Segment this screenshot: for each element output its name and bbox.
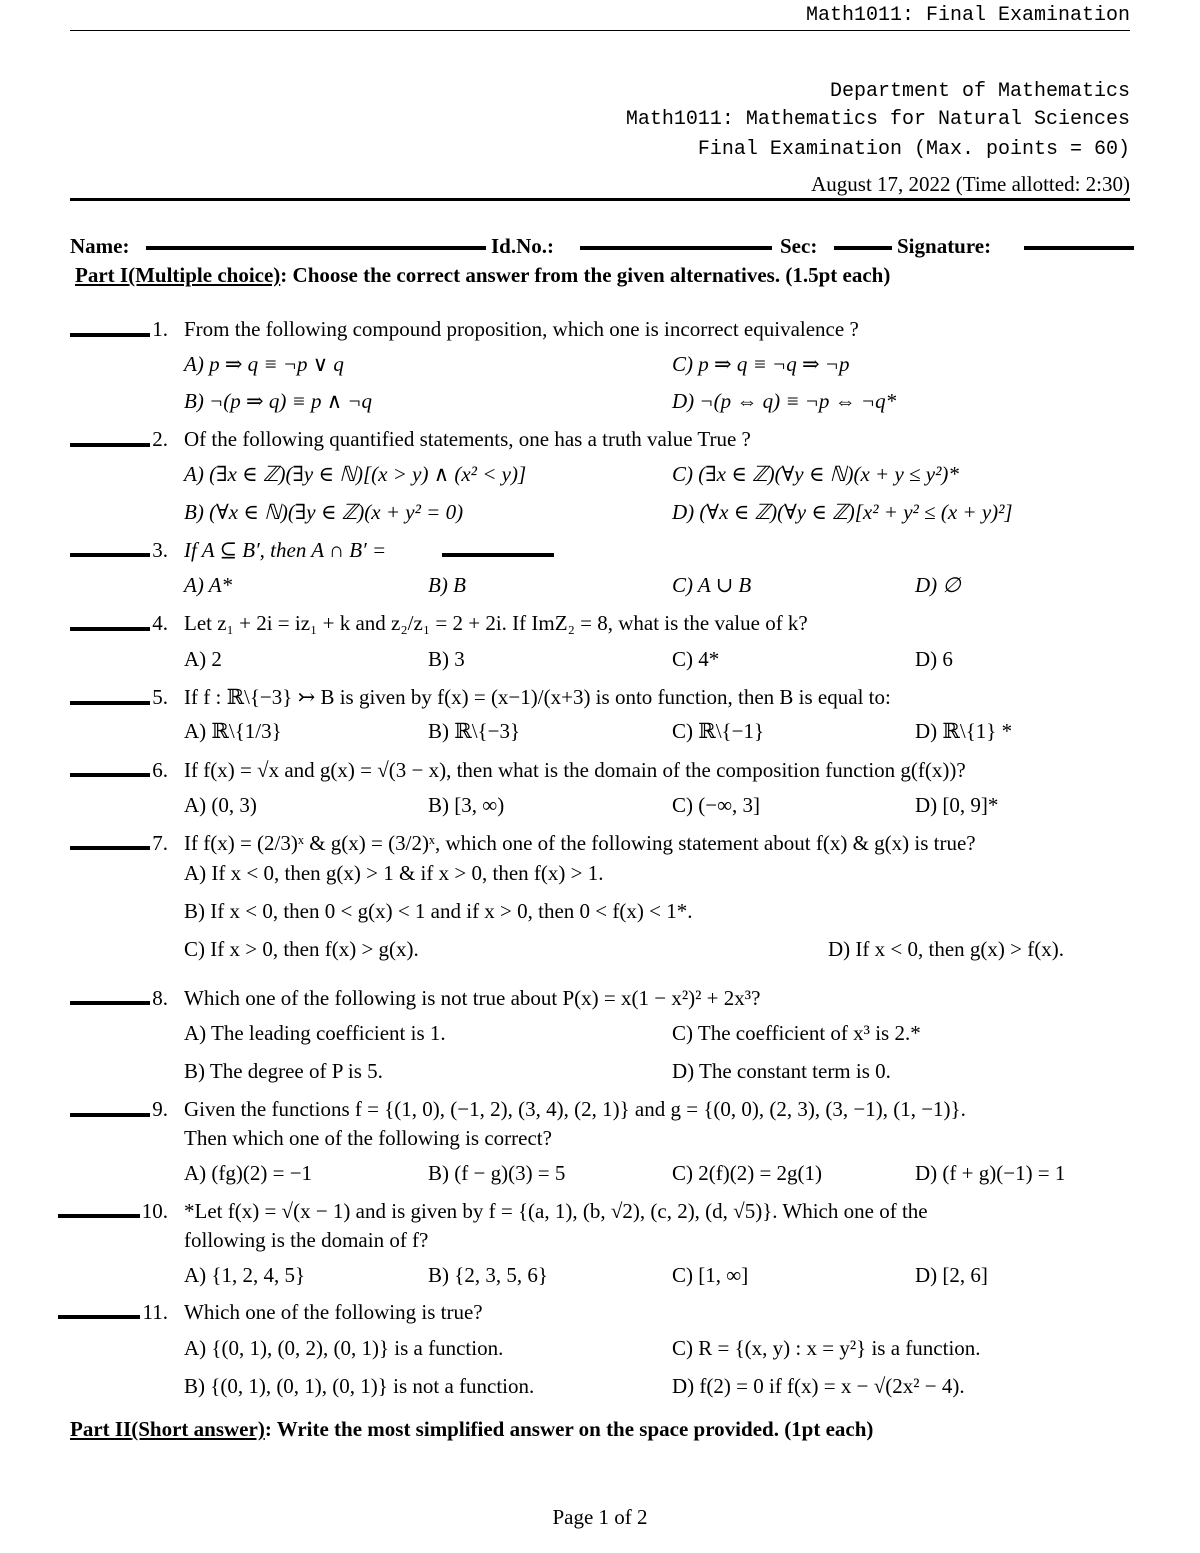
question-text-3: If A ⊆ B′, then A ∩ B′ =	[184, 538, 387, 562]
q1-option-a[interactable]: A) p ⇒ q ≡ ¬p ∨ q	[184, 352, 344, 376]
q1-option-d[interactable]: D) ¬(p ⇔ q) ≡ ¬p ⇔ ¬q*	[672, 389, 897, 413]
question-number-7: 7.	[152, 831, 168, 855]
q3-option-a[interactable]: A) A*	[184, 573, 233, 597]
question-number-1: 1.	[152, 317, 168, 341]
part2-instruction: : Write the most simplified answer on the space provided. (1pt each)	[264, 1417, 874, 1441]
q6-option-c[interactable]: C) (−∞, 3]	[672, 793, 761, 817]
running-title: Math1011: Final Examination	[805, 4, 1130, 27]
q10-option-d[interactable]: D) [2, 6]	[915, 1263, 988, 1287]
question-number-11: 11.	[142, 1300, 168, 1324]
question-number-10: 10.	[141, 1199, 168, 1223]
question-number-4: 4.	[152, 611, 168, 635]
q6-option-a[interactable]: A) (0, 3)	[184, 793, 257, 817]
q2-option-a[interactable]: A) (∃x ∈ ℤ)(∃y ∈ ℕ)[(x > y) ∧ (x² < y)]	[184, 462, 527, 486]
exam-date: August 17, 2022 (Time allotted: 2:30)	[811, 172, 1130, 196]
question-text-4: Let z₁ + 2i = iz₁ + k and z₂/z₁ = 2 + 2i. If ImZ₂ = 8, what is the value of k?	[184, 611, 808, 635]
question-number-9: 9.	[152, 1097, 168, 1121]
q9-option-d[interactable]: D) (f + g)(−1) = 1	[915, 1161, 1066, 1185]
q11-option-b[interactable]: B) {(0, 1), (0, 1), (0, 1)} is not a function.	[184, 1374, 535, 1398]
title-rule	[70, 198, 1130, 201]
sec-label: Sec:	[780, 234, 818, 258]
question-text-8: Which one of the following is not true about P(x) = x(1 − x²)² + 2x³?	[184, 986, 761, 1010]
part2-title-rest: (Short answer)	[131, 1417, 265, 1441]
part1-title: Part I	[75, 263, 129, 287]
question-text-5: If f : ℝ\{−3} ↣ B is given by f(x) = (x−1)/(x+3) is onto function, then B is equal to:	[184, 685, 891, 709]
q10-option-b[interactable]: B) {2, 3, 5, 6}	[428, 1263, 548, 1287]
q9-option-b[interactable]: B) (f − g)(3) = 5	[428, 1161, 566, 1185]
q10-option-a[interactable]: A) {1, 2, 4, 5}	[184, 1263, 306, 1287]
part1-title-rest: (Multiple choice)	[128, 263, 281, 287]
question-number-2: 2.	[152, 427, 168, 451]
q4-option-a[interactable]: A) 2	[184, 647, 222, 671]
question-text-7: If f(x) = (2/3)ˣ & g(x) = (3/2)ˣ, which one of the following statement about f(x) & g(x) is true?	[184, 831, 976, 855]
q4-option-c[interactable]: C) 4*	[672, 647, 720, 671]
q11-option-a[interactable]: A) {(0, 1), (0, 2), (0, 1)} is a function.	[184, 1336, 504, 1360]
q6-option-b[interactable]: B) [3, ∞)	[428, 793, 505, 817]
q1-option-b[interactable]: B) ¬(p ⇒ q) ≡ p ∧ ¬q	[184, 389, 373, 413]
q4-option-d[interactable]: D) 6	[915, 647, 953, 671]
q8-option-a[interactable]: A) The leading coefficient is 1.	[184, 1021, 446, 1045]
signature-field[interactable]	[1024, 246, 1134, 250]
id-label: Id.No.:	[491, 234, 555, 258]
q3-option-b[interactable]: B) B	[428, 573, 466, 597]
sec-field[interactable]	[834, 246, 892, 250]
q11-option-d[interactable]: D) f(2) = 0 if f(x) = x − √(2x² − 4).	[672, 1374, 965, 1398]
part1-instruction: : Choose the correct answer from the given alternatives. (1.5pt each)	[280, 263, 891, 287]
q4-option-b[interactable]: B) 3	[428, 647, 465, 671]
department: Department of Mathematics	[829, 80, 1130, 103]
q6-option-d[interactable]: D) [0, 9]*	[915, 793, 999, 817]
part2-heading	[70, 1417, 873, 1442]
question-text-11: Which one of the following is true?	[184, 1300, 483, 1324]
exam-title: Final Examination (Max. points = 60)	[697, 138, 1130, 161]
q5-option-a[interactable]: A) ℝ\{1/3}	[184, 719, 282, 743]
q3-option-d[interactable]: D) ∅	[915, 573, 961, 597]
page-number: Page 1 of 2	[552, 1505, 648, 1529]
q8-option-b[interactable]: B) The degree of P is 5.	[184, 1059, 383, 1083]
question-text-6: If f(x) = √x and g(x) = √(3 − x), then what is the domain of the composition function g(f(x))?	[184, 758, 966, 782]
q11-option-c[interactable]: C) R = {(x, y) : x = y²} is a function.	[672, 1336, 981, 1360]
q9-option-a[interactable]: A) (fg)(2) = −1	[184, 1161, 313, 1185]
question-number-8: 8.	[152, 986, 168, 1010]
q3-option-c[interactable]: C) A ∪ B	[672, 573, 752, 597]
question-text-9: Given the functions f = {(1, 0), (−1, 2), (3, 4), (2, 1)} and g = {(0, 0), (2, 3), (3, −1), (1, −1)}.	[184, 1097, 966, 1121]
q3-fill-blank[interactable]	[442, 553, 554, 557]
q5-option-b[interactable]: B) ℝ\{−3}	[428, 719, 521, 743]
q5-option-d[interactable]: D) ℝ\{1} *	[915, 719, 1013, 743]
q7-option-d[interactable]: D) If x < 0, then g(x) > f(x).	[828, 937, 1064, 961]
question-text-10: *Let f(x) = √(x − 1) and is given by f = {(a, 1), (b, √2), (c, 2), (d, √5)}. Which one of the	[184, 1199, 928, 1223]
q7-option-a[interactable]: A) If x < 0, then g(x) > 1 & if x > 0, then f(x) > 1.	[184, 861, 604, 885]
signature-label: Signature:	[897, 234, 992, 258]
id-field[interactable]	[580, 246, 772, 250]
part1-heading	[75, 263, 890, 288]
q2-option-c[interactable]: C) (∃x ∈ ℤ)(∀y ∈ ℕ)(x + y ≤ y²)*	[672, 462, 959, 486]
question-number-3: 3.	[152, 538, 168, 562]
part2-title: Part II	[70, 1417, 132, 1441]
name-label: Name:	[70, 234, 130, 258]
question-number-5: 5.	[152, 685, 168, 709]
question-text-1: From the following compound proposition, which one is incorrect equivalence ?	[184, 317, 859, 341]
q7-option-b[interactable]: B) If x < 0, then 0 < g(x) < 1 and if x > 0, then 0 < f(x) < 1*.	[184, 899, 693, 923]
q8-option-c[interactable]: C) The coefficient of x³ is 2.*	[672, 1021, 921, 1045]
q7-option-c[interactable]: C) If x > 0, then f(x) > g(x).	[184, 937, 419, 961]
q8-option-d[interactable]: D) The constant term is 0.	[672, 1059, 891, 1083]
name-field[interactable]	[146, 246, 486, 250]
q9-option-c[interactable]: C) 2(f)(2) = 2g(1)	[672, 1161, 823, 1185]
course-title: Math1011: Mathematics for Natural Sciences	[625, 108, 1130, 131]
question-text-10-cont: following is the domain of f?	[184, 1228, 429, 1252]
question-text-2: Of the following quantified statements, one has a truth value True ?	[184, 427, 751, 451]
q5-option-c[interactable]: C) ℝ\{−1}	[672, 719, 765, 743]
q10-option-c[interactable]: C) [1, ∞]	[672, 1263, 749, 1287]
question-number-6: 6.	[152, 758, 168, 782]
q1-option-c[interactable]: C) p ⇒ q ≡ ¬q ⇒ ¬p	[672, 352, 850, 376]
q2-option-b[interactable]: B) (∀x ∈ ℕ)(∃y ∈ ℤ)(x + y² = 0)	[184, 500, 464, 524]
question-text-9-cont: Then which one of the following is correct?	[184, 1126, 552, 1150]
q2-option-d[interactable]: D) (∀x ∈ ℤ)(∀y ∈ ℤ)[x² + y² ≤ (x + y)²]	[672, 500, 1013, 524]
header-rule	[70, 30, 1130, 31]
